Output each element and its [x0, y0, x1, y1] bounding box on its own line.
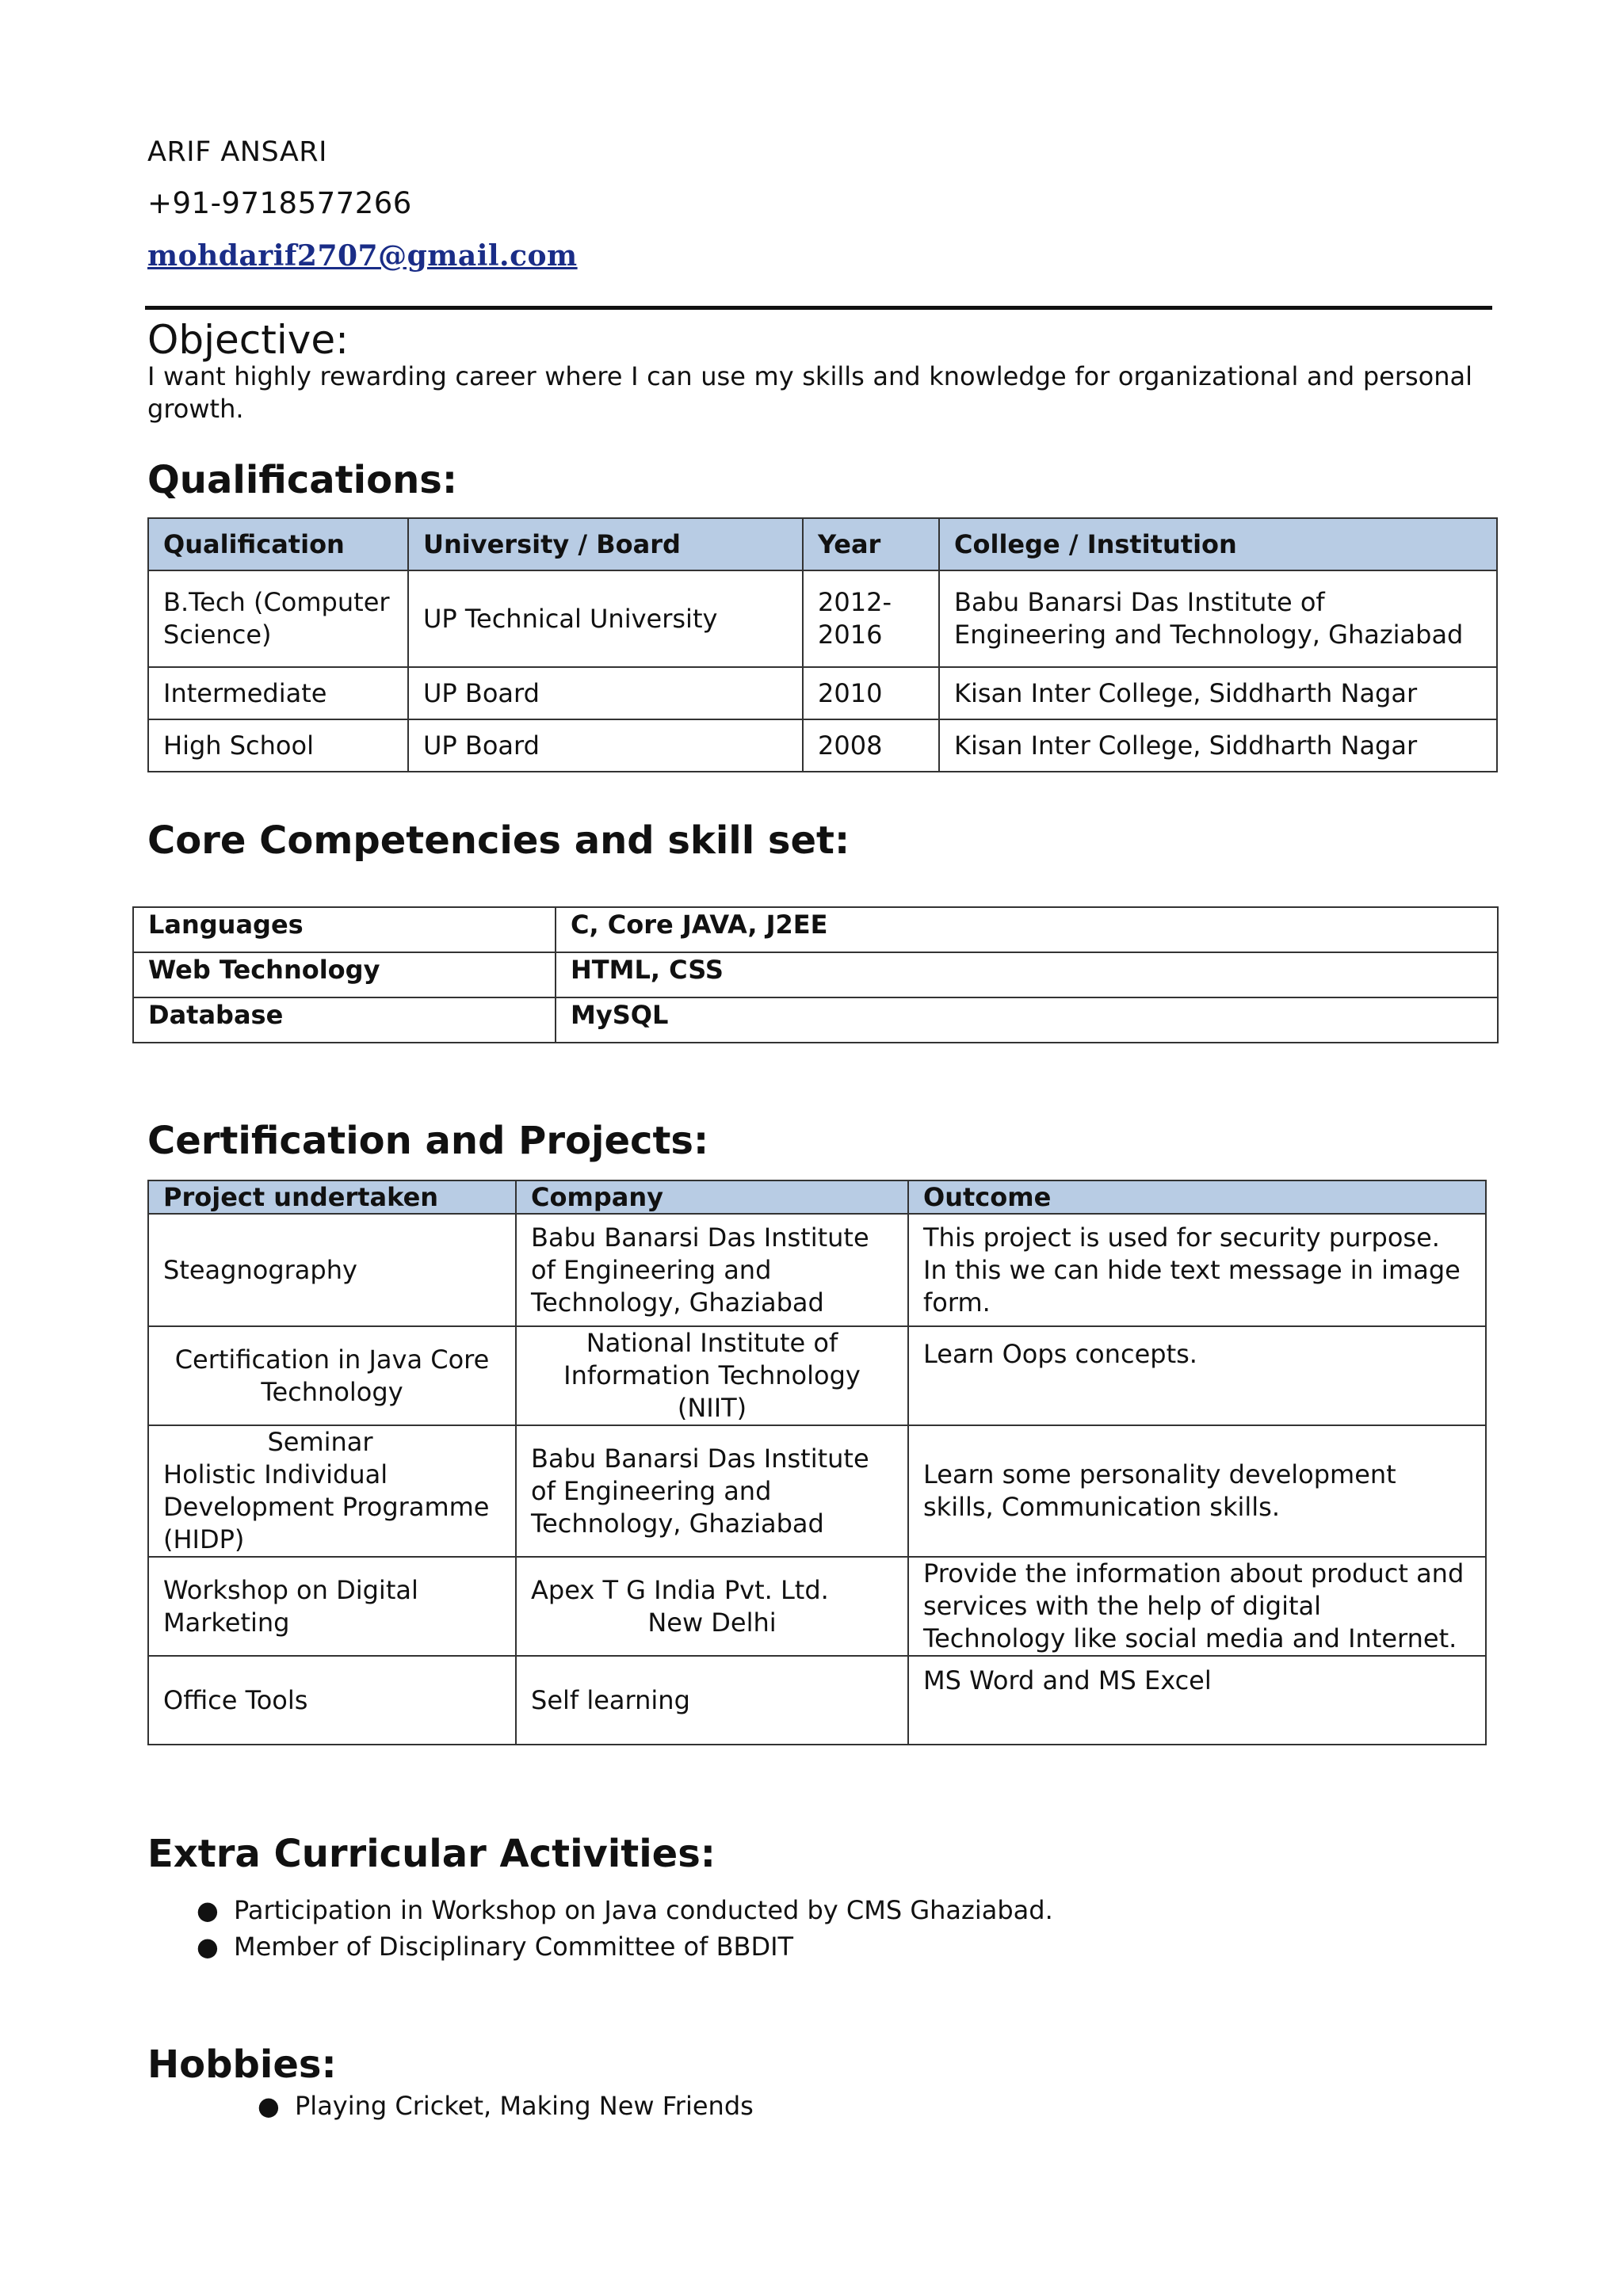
- table-row: [133, 952, 1498, 997]
- table-cell: 2008: [803, 719, 939, 772]
- header-divider: [145, 306, 1492, 310]
- bullet-icon: ●: [197, 1895, 219, 1925]
- column-header: Year: [803, 518, 939, 570]
- table-cell: Kisan Inter College, Siddharth Nagar: [939, 719, 1497, 772]
- email-link[interactable]: mohdarif2707@gmail.com: [147, 239, 578, 273]
- skills-table: [132, 906, 1499, 1043]
- table-row: [133, 997, 1498, 1043]
- table-cell: National Institute of Information Technology (NIIT): [516, 1326, 908, 1425]
- table-row: [148, 1557, 1486, 1656]
- phone-number: +91-9718577266: [147, 186, 412, 220]
- table-cell: Certification in Java Core Technology: [148, 1326, 516, 1425]
- skill-values: C, Core JAVA, J2EE: [556, 907, 1498, 952]
- table-cell: 2012-2016: [803, 570, 939, 667]
- skill-values: HTML, CSS: [556, 952, 1498, 997]
- table-row: [133, 907, 1498, 952]
- hobbies-list: [258, 2088, 754, 2124]
- qualifications-heading: Qualifications:: [147, 458, 458, 502]
- table-cell: This project is used for security purpose. In this we can hide text message in image form.: [908, 1214, 1486, 1326]
- table-row: [148, 1656, 1486, 1745]
- skill-values: MySQL: [556, 997, 1498, 1043]
- cell-line: Apex T G India Pvt. Ltd.: [531, 1574, 829, 1605]
- list-item: [197, 1928, 1053, 1965]
- list-item-text: Participation in Workshop on Java conducted by CMS Ghaziabad.: [234, 1895, 1053, 1925]
- table-row: [148, 667, 1497, 719]
- table-row: [148, 719, 1497, 772]
- skill-category: Web Technology: [133, 952, 556, 997]
- table-cell: Self learning: [516, 1656, 908, 1745]
- table-cell: Babu Banarsi Das Institute of Engineering and Technology, Ghaziabad: [516, 1425, 908, 1557]
- competencies-heading: Core Competencies and skill set:: [147, 818, 850, 863]
- table-cell: UP Board: [408, 667, 803, 719]
- cell-line: Seminar: [267, 1427, 373, 1457]
- bullet-icon: ●: [258, 2091, 280, 2121]
- table-cell: High School: [148, 719, 408, 772]
- table-cell: Babu Banarsi Das Institute of Engineering and Technology, Ghaziabad: [516, 1214, 908, 1326]
- qualifications-table: [147, 517, 1498, 772]
- column-header: University / Board: [408, 518, 803, 570]
- candidate-name: ARIF ANSARI: [147, 136, 327, 168]
- table-cell: UP Technical University: [408, 570, 803, 667]
- table-cell: B.Tech (Computer Science): [148, 570, 408, 667]
- table-cell: Workshop on Digital Marketing: [148, 1557, 516, 1656]
- column-header: College / Institution: [939, 518, 1497, 570]
- table-cell: Kisan Inter College, Siddharth Nagar: [939, 667, 1497, 719]
- table-header-row: [148, 518, 1497, 570]
- cell-line: Holistic Individual Development Programme (HIDP): [163, 1459, 490, 1554]
- list-item: [258, 2088, 754, 2124]
- table-cell: Learn some personality development skills, Communication skills.: [908, 1425, 1486, 1557]
- table-cell: UP Board: [408, 719, 803, 772]
- table-cell: MS Word and MS Excel: [908, 1656, 1486, 1745]
- column-header: Qualification: [148, 518, 408, 570]
- table-cell: Intermediate: [148, 667, 408, 719]
- cell-line: New Delhi: [647, 1607, 777, 1638]
- table-cell: Office Tools: [148, 1656, 516, 1745]
- table-cell: Babu Banarsi Das Institute of Engineering and Technology, Ghaziabad: [939, 570, 1497, 667]
- table-cell: [516, 1557, 908, 1656]
- table-cell: Provide the information about product and services with the help of digital Technology like social media and Internet.: [908, 1557, 1486, 1656]
- objective-text: I want highly rewarding career where I can use my skills and knowledge for organizational and personal growth.: [147, 361, 1472, 424]
- list-item-text: Playing Cricket, Making New Friends: [295, 2091, 754, 2121]
- table-row: [148, 570, 1497, 667]
- list-item: [197, 1892, 1053, 1928]
- column-header: Project undertaken: [148, 1180, 516, 1214]
- projects-table: [147, 1180, 1487, 1745]
- list-item-text: Member of Disciplinary Committee of BBDIT: [234, 1932, 794, 1962]
- table-row: [148, 1214, 1486, 1326]
- table-cell: Learn Oops concepts.: [908, 1326, 1486, 1425]
- hobbies-heading: Hobbies:: [147, 2042, 337, 2087]
- objective-heading: Objective:: [147, 317, 349, 363]
- table-cell: [148, 1425, 516, 1557]
- certification-heading: Certification and Projects:: [147, 1119, 709, 1163]
- bullet-icon: ●: [197, 1932, 219, 1962]
- extra-curricular-list: [197, 1892, 1053, 1965]
- table-row: [148, 1326, 1486, 1425]
- extra-curricular-heading: Extra Curricular Activities:: [147, 1832, 716, 1876]
- skill-category: Database: [133, 997, 556, 1043]
- column-header: Outcome: [908, 1180, 1486, 1214]
- table-row: [148, 1425, 1486, 1557]
- table-header-row: [148, 1180, 1486, 1214]
- table-cell: 2010: [803, 667, 939, 719]
- table-cell: Steagnography: [148, 1214, 516, 1326]
- skill-category: Languages: [133, 907, 556, 952]
- column-header: Company: [516, 1180, 908, 1214]
